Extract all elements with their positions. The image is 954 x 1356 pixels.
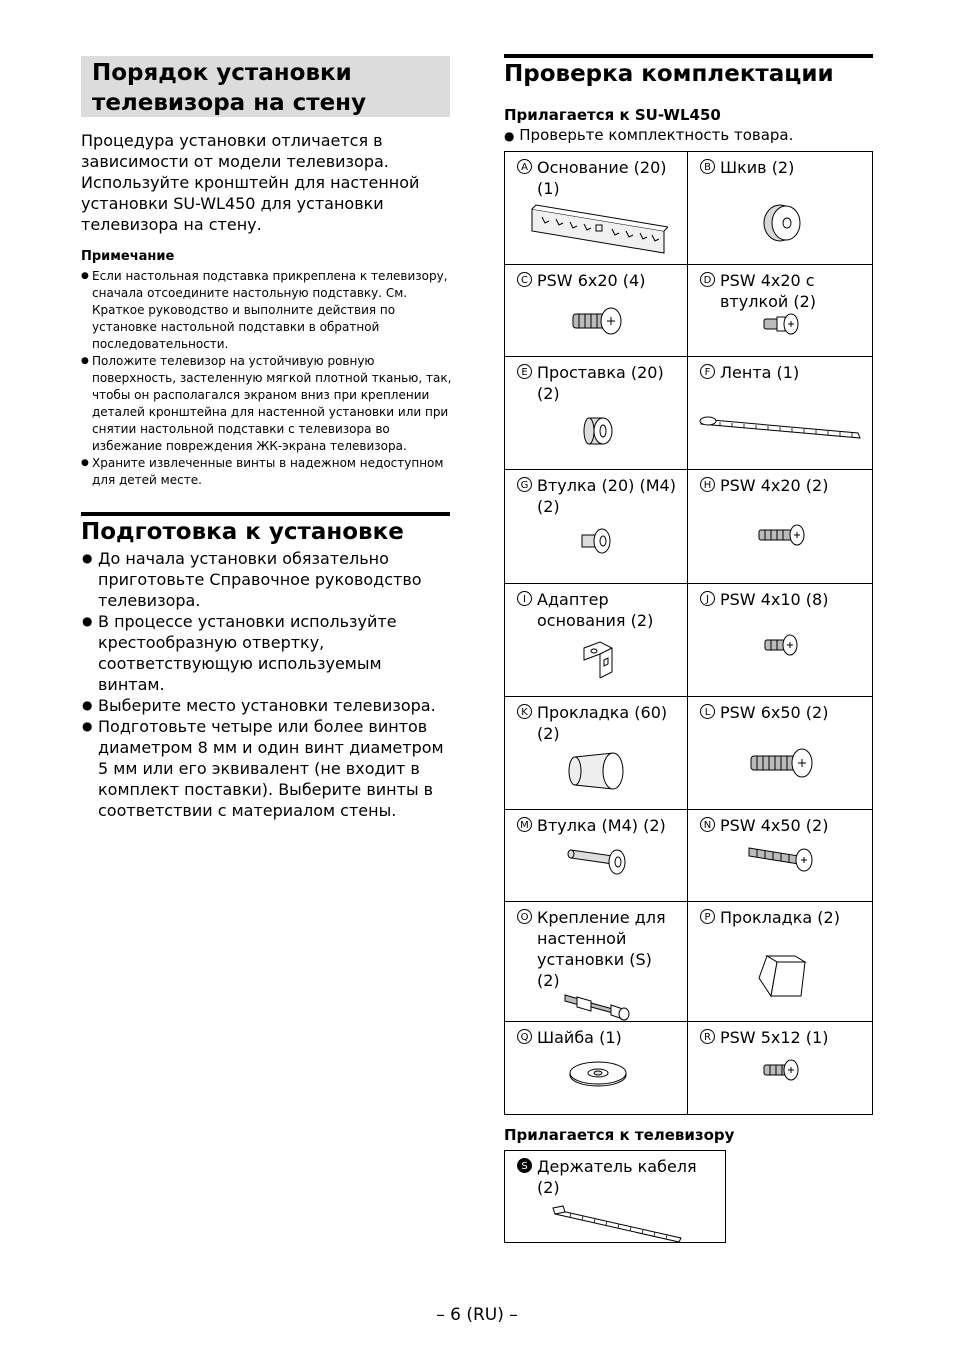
sleeve-icon [580, 527, 616, 555]
part-cell-b [688, 152, 873, 265]
screw-icon [762, 1058, 802, 1082]
bullet-icon: ● [82, 551, 93, 565]
section-title-check: Проверка комплектации [504, 61, 834, 87]
note-item: ● Если настольная подставка прикреплена к телевизору, сначала отсоедините настольную подставку. См. Краткое руководство и выполните действия по установке настольной подставки в обратной последовательности. [81, 269, 448, 351]
belt-icon [698, 411, 864, 441]
note-item: ● Положите телевизор на устойчивую ровную поверхность, застеленную мягкой плотной тканью, так, чтобы он располагался экраном вниз при креплении деталей кронштейна для настенной установки или при снятии настольной подставки с телевизора во избежание повреждения ЖК-экрана телевизора. [81, 354, 452, 453]
parts-table [504, 151, 873, 1115]
part-label: PSW 5x12 (1) [720, 1028, 829, 1047]
part-letter: C [517, 272, 532, 287]
part-cell-o [505, 902, 688, 1022]
bullet-icon: ● [82, 614, 93, 628]
preparation-item: ● До начала установки обязательно приготовьте Справочное руководство телевизора. [82, 549, 422, 610]
part-label: Лента (1) [720, 363, 800, 382]
rubber-pad-icon [755, 952, 809, 1000]
part-letter: M [517, 817, 532, 832]
part-label: PSW 4x20 (2) [720, 476, 829, 495]
part-label: Шайба (1) [537, 1028, 622, 1047]
part-cell-k [505, 697, 688, 810]
check-instruction: ● Проверьте комплектность товара. [504, 126, 794, 144]
bullet-icon: ● [81, 356, 89, 366]
part-cell-n [688, 810, 873, 902]
part-cell-f [688, 357, 873, 470]
part-cell-d [688, 265, 873, 357]
part-cell-l [688, 697, 873, 810]
pulley-icon [760, 200, 804, 246]
part-letter: I [517, 591, 532, 606]
part-letter: K [517, 704, 532, 719]
screw-icon [757, 524, 807, 546]
part-cell-h [688, 470, 873, 584]
part-letter: Q [517, 1029, 532, 1044]
bullet-icon: ● [82, 698, 93, 712]
preparation-item: ● Выберите место установки телевизора. [82, 696, 436, 715]
cable-holder-icon [551, 1204, 687, 1244]
note-list [81, 268, 453, 489]
section-rule [81, 512, 450, 516]
preparation-item: ● В процессе установки используйте крестообразную отвертку, соответствующую используемым винтам. [82, 612, 397, 694]
part-letter: L [700, 704, 715, 719]
bullet-icon: ● [504, 129, 515, 143]
subheading-included-tv: Прилагается к телевизору [504, 1126, 735, 1144]
part-letter: F [700, 364, 715, 379]
bullet-icon: ● [81, 458, 89, 468]
cylinder-spacer-icon [567, 749, 629, 793]
base-bracket-icon [528, 203, 668, 259]
part-label: Проставка (20) (2) [537, 363, 664, 403]
spacer-icon [581, 414, 615, 448]
section-title-preparation: Подготовка к установке [81, 519, 404, 545]
part-label: Шкив (2) [720, 158, 795, 177]
preparation-item: ● Подготовьте четыре или более винтов диаметром 8 мм и один винт диаметром 5 мм или его эквивалент (не входит в комплект поставки). Выберите винты в соответствии с материалом стены. [82, 717, 444, 820]
part-cell-m [505, 810, 688, 902]
part-label: PSW 4x50 (2) [720, 816, 829, 835]
part-label: Адаптер основания (2) [537, 590, 654, 630]
part-label: Крепление для настенной установки (S) (2) [537, 908, 666, 990]
screw-icon [571, 307, 625, 337]
part-label: Втулка (20) (M4) (2) [537, 476, 676, 516]
part-letter: J [700, 591, 715, 606]
note-heading: Примечание [81, 249, 175, 264]
part-letter: A [517, 159, 532, 174]
part-label: Основание (20) (1) [537, 158, 667, 198]
screw-icon [763, 634, 801, 656]
part-label: Прокладка (60) (2) [537, 703, 668, 743]
long-sleeve-icon [565, 842, 631, 876]
part-cell-p [688, 902, 873, 1022]
section-rule [504, 54, 873, 58]
part-cell-q [505, 1022, 688, 1115]
part-cell-e [505, 357, 688, 470]
part-cell-a [505, 152, 688, 265]
part-label: PSW 6x50 (2) [720, 703, 829, 722]
part-cell-j [688, 584, 873, 697]
part-label: PSW 6x20 (4) [537, 271, 646, 290]
part-letter: R [700, 1029, 715, 1044]
base-adapter-icon [578, 634, 618, 678]
part-letter: S [517, 1158, 532, 1173]
washer-icon [568, 1058, 628, 1088]
part-cell-s [504, 1150, 726, 1243]
part-letter: N [700, 817, 715, 832]
section-title-wall-install: Порядок установки телевизора на стену [81, 56, 450, 117]
part-letter: O [517, 909, 532, 924]
screw-icon [749, 747, 815, 779]
screw-with-sleeve-icon [762, 312, 802, 336]
part-label: Втулка (M4) (2) [537, 816, 666, 835]
part-cell-r [688, 1022, 873, 1115]
part-label: Прокладка (2) [720, 908, 840, 927]
wall-mount-fitting-icon [563, 991, 633, 1021]
part-letter: E [517, 364, 532, 379]
part-cell-c [505, 265, 688, 357]
part-cell-i [505, 584, 688, 697]
part-letter: P [700, 909, 715, 924]
part-letter: B [700, 159, 715, 174]
part-label: PSW 4x20 с втулкой (2) [720, 271, 817, 311]
screw-icon [747, 842, 817, 872]
subheading-included-bracket: Прилагается к SU-WL450 [504, 106, 721, 124]
bullet-icon: ● [81, 271, 89, 281]
part-letter: D [700, 272, 715, 287]
part-label: Держатель кабеля (2) [537, 1157, 697, 1197]
part-cell-g [505, 470, 688, 584]
intro-paragraph: Процедура установки отличается в зависимости от модели телевизора. Используйте кронштейн для настенной установки SU-WL450 для установки телевизора на стену. [81, 131, 420, 234]
part-letter: G [517, 477, 532, 492]
note-item: ● Храните извлеченные винты в надежном недоступном для детей месте. [81, 456, 444, 487]
bullet-icon: ● [82, 719, 93, 733]
page-number: – 6 (RU) – [436, 1305, 518, 1325]
part-label: PSW 4x10 (8) [720, 590, 829, 609]
preparation-list [81, 548, 453, 821]
part-letter: H [700, 477, 715, 492]
